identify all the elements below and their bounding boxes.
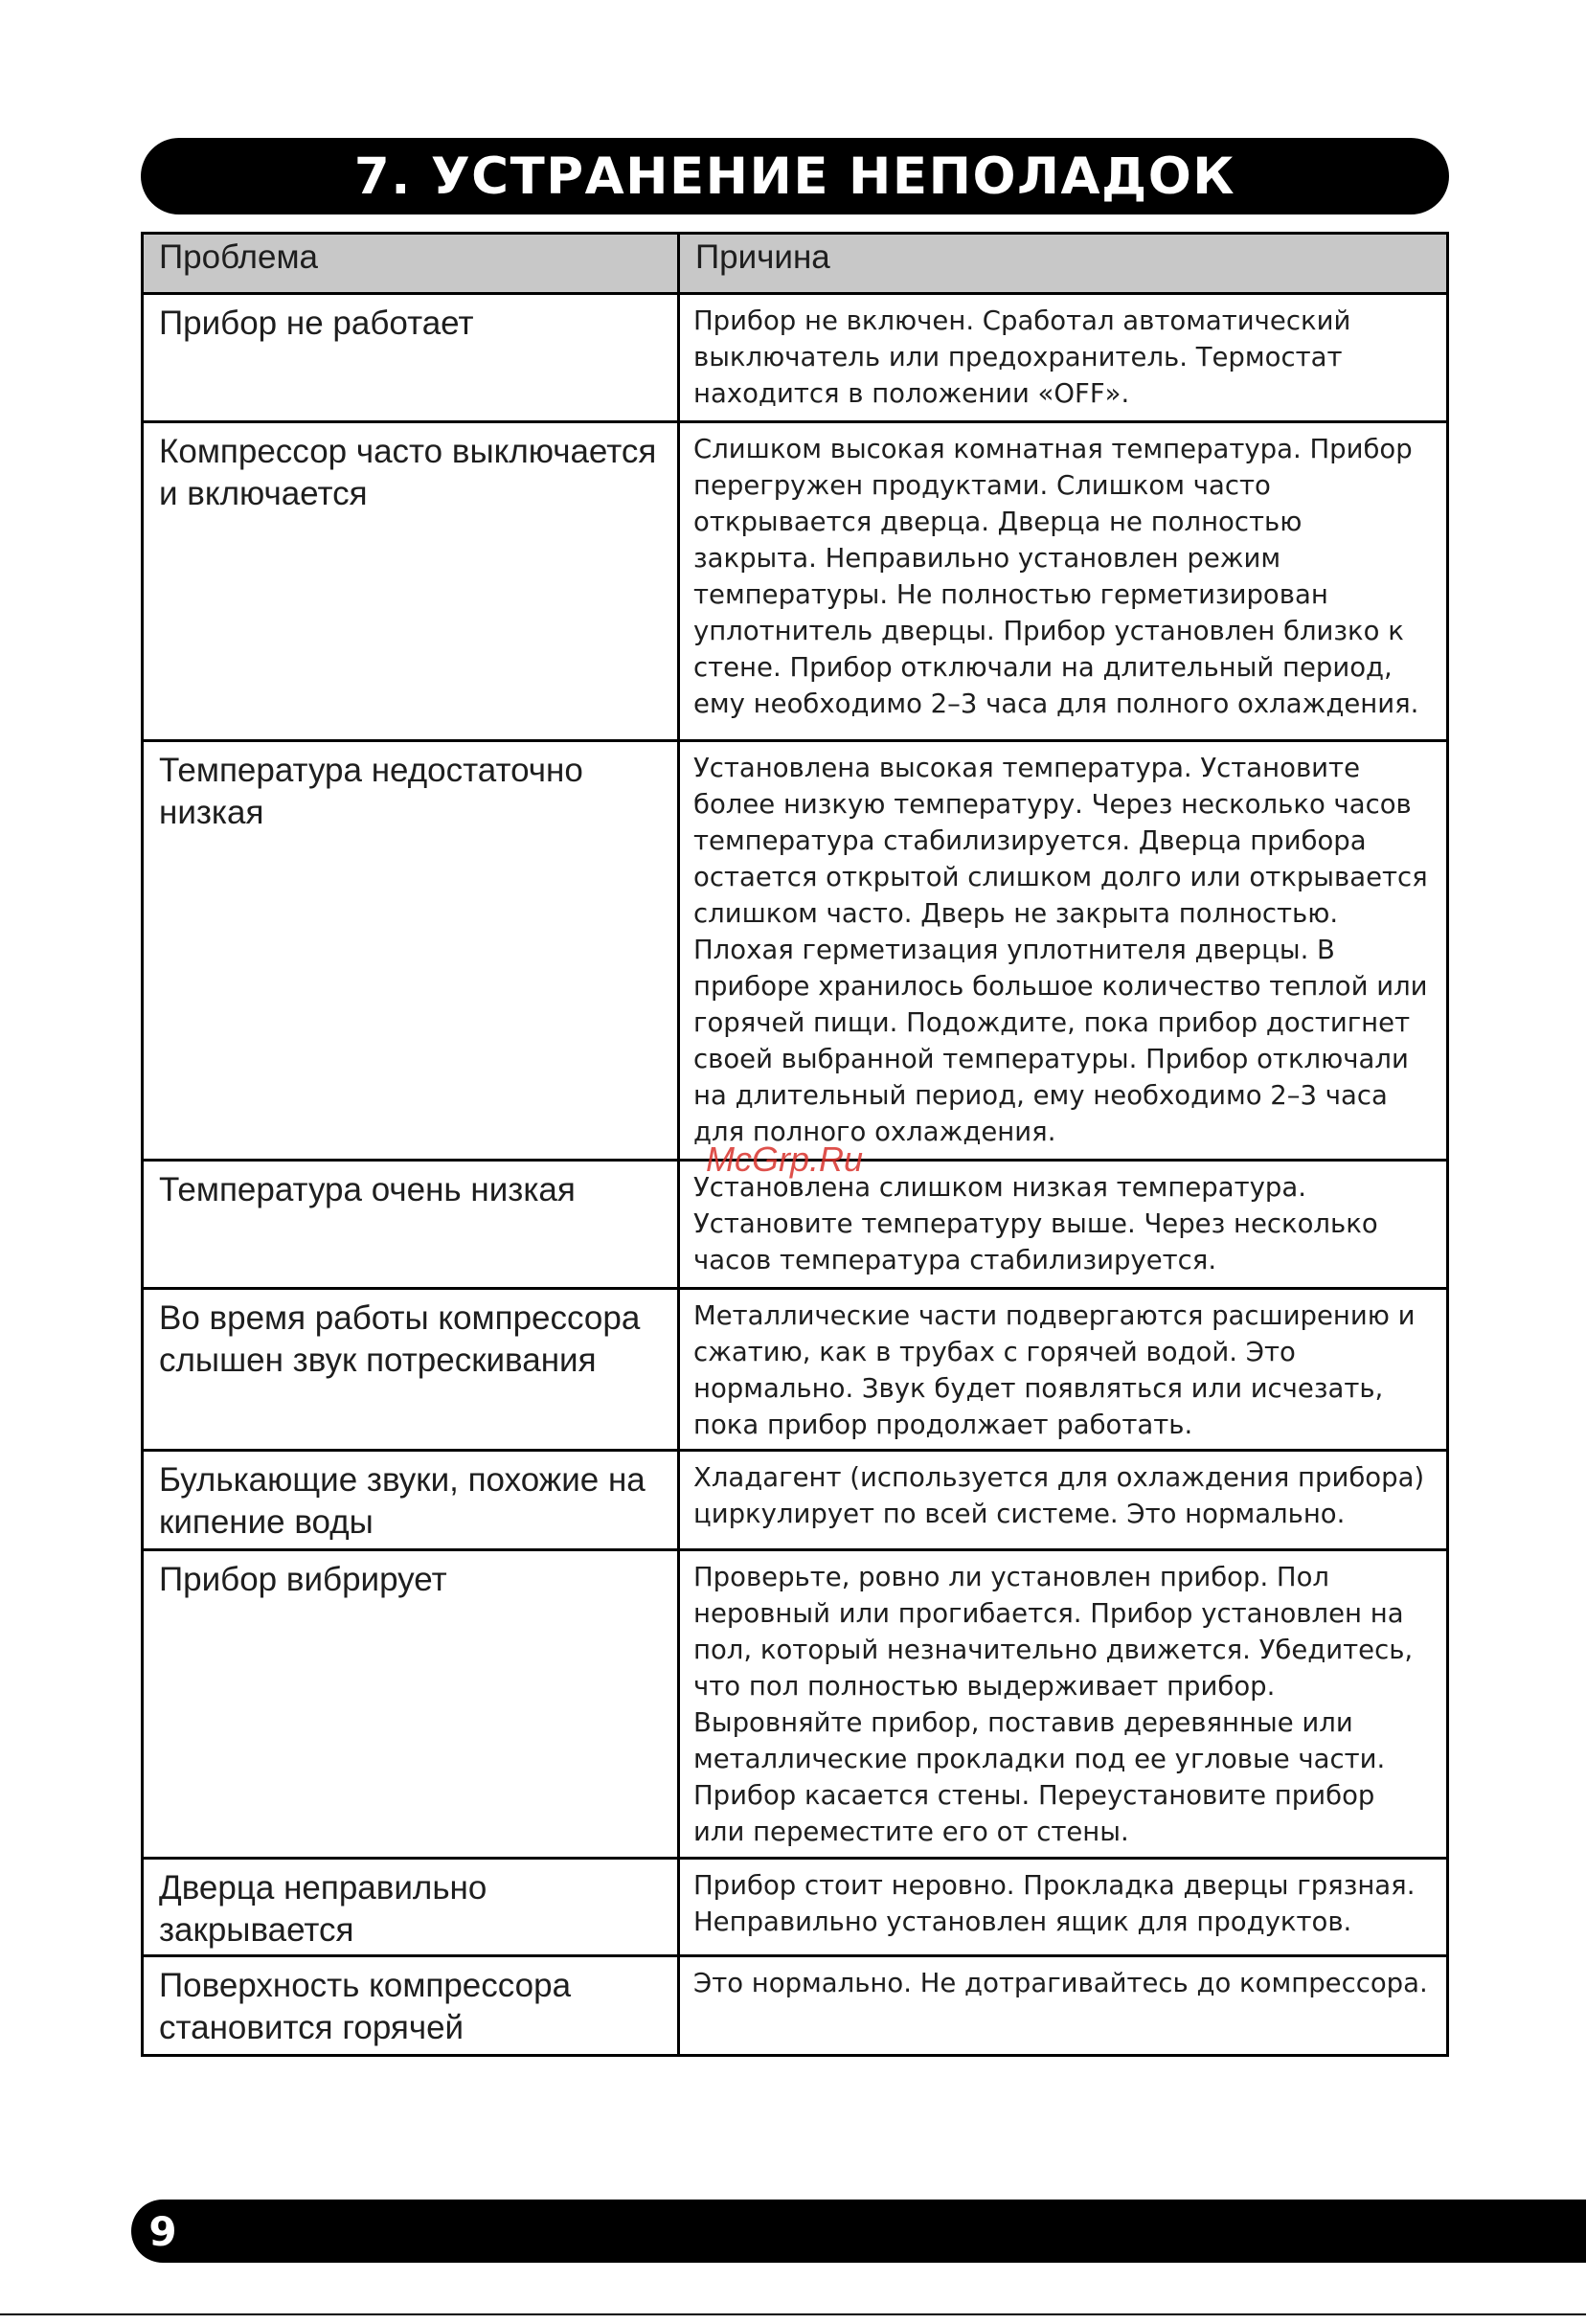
table-header-row xyxy=(143,234,1448,294)
problem-cell: Прибор вибрирует xyxy=(143,1550,679,1859)
footer-bar xyxy=(131,2200,1586,2263)
page-number: 9 xyxy=(148,2207,177,2255)
table-row xyxy=(143,1956,1448,2056)
cause-cell: Установлена слишком низкая температура. Установите температуру выше. Через несколько часов температура стабилизируется. xyxy=(679,1161,1448,1289)
problem-cell: Температура очень низкая xyxy=(143,1161,679,1289)
table-row xyxy=(143,741,1448,1161)
bottom-rule xyxy=(0,2313,1586,2315)
cause-cell: Прибор не включен. Сработал автоматический выключатель или предохранитель. Термостат находится в положении «OFF». xyxy=(679,294,1448,422)
problem-cell: Во время работы компрессора слышен звук потрескивания xyxy=(143,1289,679,1451)
section-title: 7. УСТРАНЕНИЕ НЕПОЛАДОК xyxy=(353,147,1236,206)
cause-cell: Металлические части подвергаются расширению и сжатию, как в трубах с горячей водой. Это нормально. Звук будет появляться или исчезать, пока прибор продолжает работать. xyxy=(679,1289,1448,1451)
problem-cell: Прибор не работает xyxy=(143,294,679,422)
table-row xyxy=(143,294,1448,422)
header-problem: Проблема xyxy=(143,234,679,294)
watermark: McGrp.Ru xyxy=(706,1139,864,1179)
table-row xyxy=(143,1550,1448,1859)
cause-cell: Установлена высокая температура. Установите более низкую температуру. Через несколько часов температура стабилизируется. Дверца прибора остается открытой слишком долго или открывается слишком часто. Дверь не закрыта полностью. Плохая герметизация уплотнителя дверцы. В приборе хранилось большое количество теплой или горячей пищи. Подождите, пока прибор достигнет своей выбранной температуры. Прибор отключали на длительный период, ему необходимо 2–3 часа для полного охлаждения. xyxy=(679,741,1448,1161)
cause-cell: Прибор стоит неровно. Прокладка дверцы грязная. Неправильно установлен ящик для продуктов. xyxy=(679,1859,1448,1956)
cause-cell: Проверьте, ровно ли установлен прибор. Пол неровный или прогибается. Прибор установлен на пол, который незначительно движется. Убедитесь, что пол полностью выдерживает прибор. Выровняйте прибор, поставив деревянные или металлические прокладки под ее угловые части. Прибор касается стены. Переустановите прибор или переместите его от стены. xyxy=(679,1550,1448,1859)
cause-cell: Слишком высокая комнатная температура. Прибор перегружен продуктами. Слишком часто открывается дверца. Дверца не полностью закрыта. Неправильно установлен режим температуры. Не полностью герметизирован уплотнитель дверцы. Прибор установлен близко к стене. Прибор отключали на длительный период, ему необходимо 2–3 часа для полного охлаждения. xyxy=(679,422,1448,741)
table-row xyxy=(143,1289,1448,1451)
table-row xyxy=(143,1859,1448,1956)
problem-cell: Температура недостаточно низкая xyxy=(143,741,679,1161)
table-row xyxy=(143,1451,1448,1550)
problem-cell: Дверца неправильно закрывается xyxy=(143,1859,679,1956)
cause-cell: Это нормально. Не дотрагивайтесь до компрессора. xyxy=(679,1956,1448,2056)
problem-cell: Булькающие звуки, похожие на кипение воды xyxy=(143,1451,679,1550)
header-cause: Причина xyxy=(679,234,1448,294)
problem-cell: Поверхность компрессора становится горячей xyxy=(143,1956,679,2056)
section-title-bar xyxy=(141,138,1449,214)
table-row xyxy=(143,422,1448,741)
problem-cell: Компрессор часто выключается и включается xyxy=(143,422,679,741)
cause-cell: Хладагент (используется для охлаждения прибора) циркулирует по всей системе. Это нормально. xyxy=(679,1451,1448,1550)
